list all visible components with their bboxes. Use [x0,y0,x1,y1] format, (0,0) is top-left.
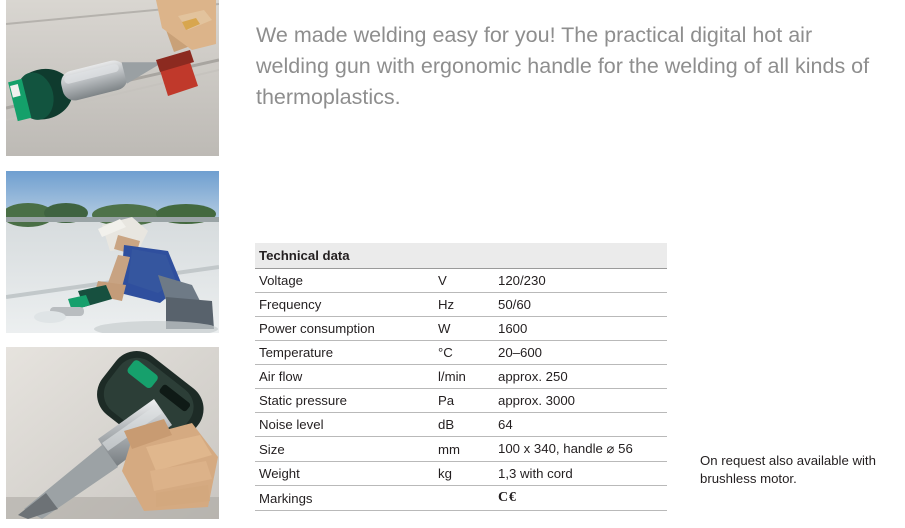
row-unit: kg [434,462,494,486]
row-value: 120/230 [494,269,667,293]
row-value: 50/60 [494,293,667,317]
table-row [255,413,667,437]
row-unit: Hz [434,293,494,317]
row-value: 100 x 340, handle ⌀ 56 [494,437,667,462]
table-body [255,269,667,511]
row-unit: dB [434,413,494,437]
row-value: 1,3 with cord [494,462,667,486]
row-label: Markings [255,486,434,511]
ce-marking-icon: C € [494,486,667,511]
row-unit [434,486,494,511]
table-title: Technical data [255,243,667,269]
row-unit: Pa [434,389,494,413]
technical-data-table [255,243,667,511]
row-value: 64 [494,413,667,437]
row-label: Static pressure [255,389,434,413]
row-label: Frequency [255,293,434,317]
row-label: Noise level [255,413,434,437]
row-label: Air flow [255,365,434,389]
table-row [255,269,667,293]
table-row [255,317,667,341]
table-row [255,437,667,462]
row-unit: W [434,317,494,341]
row-unit: mm [434,437,494,462]
row-label: Size [255,437,434,462]
intro-paragraph: We made welding easy for you! The practical digital hot air welding gun with ergonomic handle for the welding of all kinds of thermoplastics. [256,22,870,109]
table-row [255,293,667,317]
row-unit: °C [434,341,494,365]
table-row [255,365,667,389]
row-value: 20–600 [494,341,667,365]
table-header-row [255,243,667,269]
row-value: 1600 [494,317,667,341]
photo-welding-gun-seam-closeup [6,0,219,156]
table-row [255,462,667,486]
table-row [255,486,667,511]
row-label: Power consumption [255,317,434,341]
photo-worker-welding-roof-membrane [6,171,219,333]
row-unit: V [434,269,494,293]
request-note: On request also available with brushless motor. [700,453,876,486]
row-value: approx. 250 [494,365,667,389]
row-unit: l/min [434,365,494,389]
row-label: Temperature [255,341,434,365]
table-row [255,389,667,413]
table-row [255,341,667,365]
row-label: Voltage [255,269,434,293]
row-label: Weight [255,462,434,486]
row-value: approx. 3000 [494,389,667,413]
photo-hand-holding-hot-air-gun [6,347,219,519]
